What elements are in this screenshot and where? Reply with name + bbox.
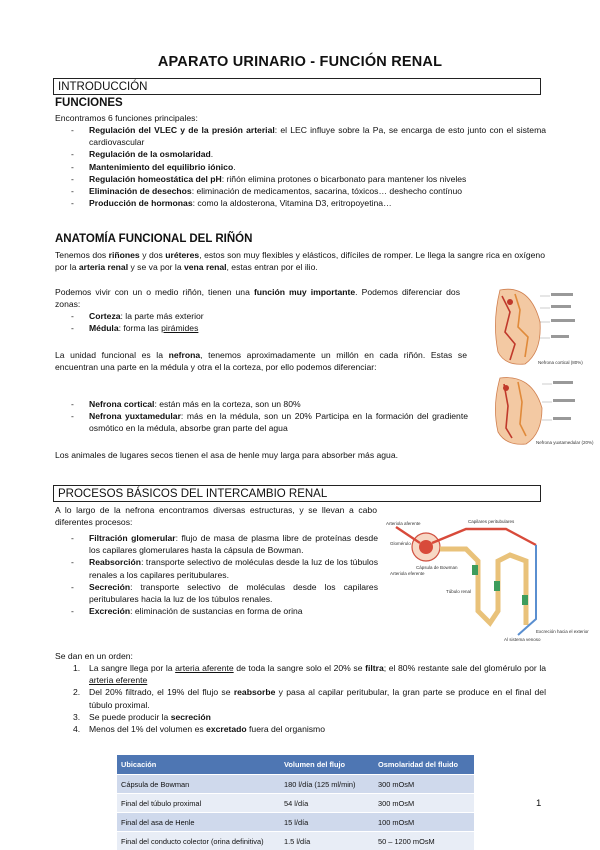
list-item: 3. Se puede producir la secreción — [73, 711, 546, 723]
intro-lead: Encontramos 6 funciones principales: — [55, 112, 545, 124]
list-item: - Filtración glomerular: flujo de masa de plasma libre de proteínas desde los capilares glomerulares hasta la cápsula de Bowman. — [68, 532, 378, 556]
figure-caption: Nefrona cortical (80%) — [538, 360, 583, 365]
heading-anatomia: ANATOMÍA FUNCIONAL DEL RIÑÓN — [55, 233, 252, 245]
figure-caption: Nefrona yuxtamedular (20%) — [536, 440, 594, 445]
diagram-label: Excreción hacia el exterior — [536, 629, 589, 634]
table-cell: 50 – 1200 mOsM — [374, 832, 474, 850]
anatomy-paragraph-1: Tenemos dos riñones y dos uréteres, estos son muy flexibles y elásticos, difíciles de romper. Le llega la sangre rica en oxígeno por la arteria renal y se va por la vena renal, estas entran por el ilio. — [55, 249, 545, 273]
page-title: APARATO URINARIO - FUNCIÓN RENAL — [0, 54, 600, 70]
list-item: - Nefrona yuxtamedular: más en la médula, son un 20% Participa en la formación del gradiente osmótico en la médula, absorbe gran parte del agua — [68, 410, 468, 434]
table-cell: Cápsula de Bowman — [117, 775, 280, 794]
anatomy-paragraph-2: Podemos vivir con un o medio riñón, tienen una función muy importante. Podemos diferenciar dos zonas: — [55, 286, 460, 310]
anatomy-paragraph-3: La unidad funcional es la nefrona, tenemos aproximadamente un millón en cada riñón. Estas se encuentran una parte en la médula y otra el la corteza, por ello podemos diferenciar: — [55, 349, 467, 373]
table-row — [117, 832, 474, 850]
juxtamedullary-nephron-figure — [470, 372, 582, 448]
order-lead: Se dan en un orden: — [55, 650, 545, 662]
list-item: - Regulación homeostática del pH: riñón elimina protones o bicarbonato para mantener los niveles — [68, 173, 546, 185]
table-row — [117, 775, 474, 794]
diagram-label: Arteriola aferente — [386, 521, 421, 526]
diagram-label: Glomérulo — [390, 541, 411, 546]
list-item: - Mantenimiento del equilibrio iónico. — [68, 161, 546, 173]
anatomy-paragraph-4: Los animales de lugares secos tienen el asa de henle muy larga para absorber más agua. — [55, 449, 545, 461]
table-cell: 180 l/día (125 ml/min) — [280, 775, 374, 794]
table-cell: 300 mOsM — [374, 775, 474, 794]
table-cell: 15 l/día — [280, 813, 374, 832]
cortical-nephron-figure — [470, 282, 582, 368]
diagram-label: Túbulo renal — [446, 589, 471, 594]
table-row — [117, 813, 474, 832]
list-item: 4. Menos del 1% del volumen es excretado fuera del organismo — [73, 723, 546, 735]
table-header-cell: Ubicación — [117, 755, 280, 775]
zones-list — [68, 310, 463, 334]
table-cell: 300 mOsM — [374, 794, 474, 813]
list-item: - Secreción: transporte selectivo de moléculas desde los capilares peritubulares hacia la luz de los túbulos renales. — [68, 581, 378, 605]
list-item: 1. La sangre llega por la arteria aferente de toda la sangre solo el 20% se filtra; el 80% restante sale del glomérulo por la arteria eferente — [73, 662, 546, 686]
list-item: - Eliminación de desechos: eliminación de medicamentos, sacarina, tóxicos… deshecho contínuo — [68, 185, 546, 197]
table-row — [117, 794, 474, 813]
processes-lead: A lo largo de la nefrona encontramos diversas estructuras, y se llevan a cabo diferentes procesos: — [55, 504, 377, 528]
diagram-label: Cápsula de Bowman — [416, 565, 458, 570]
list-item: - Médula: forma las pirámides — [68, 322, 463, 334]
table-cell: Final del asa de Henle — [117, 813, 280, 832]
table-cell: 100 mOsM — [374, 813, 474, 832]
table-header-cell: Osmolaridad del fluido — [374, 755, 474, 775]
list-item: - Regulación de la osmolaridad. — [68, 148, 546, 160]
diagram-label: Capilares peritubulares — [468, 519, 515, 524]
section-processes-header: PROCESOS BÁSICOS DEL INTERCAMBIO RENAL — [53, 485, 541, 502]
order-list — [73, 662, 546, 735]
list-item: - Regulación del VLEC y de la presión arterial: el LEC influye sobre la Pa, se encarga de esto junto con el sistema cardiovascular — [68, 124, 546, 148]
nephron-types-list — [68, 398, 468, 435]
heading-funciones: FUNCIONES — [55, 97, 123, 109]
list-item: - Producción de hormonas: como la aldosterona, Vitamina D3, eritropoyetina… — [68, 197, 546, 209]
list-item: - Nefrona cortical: están más en la corteza, son un 80% — [68, 398, 468, 410]
table-cell: 1.5 l/día — [280, 832, 374, 850]
flow-table — [117, 755, 474, 850]
table-cell: Final del conducto colector (orina definitiva) — [117, 832, 280, 850]
processes-list — [68, 532, 378, 617]
table-cell: Final del túbulo proximal — [117, 794, 280, 813]
table-header-row — [117, 755, 474, 775]
functions-list — [68, 124, 546, 209]
page-number: 1 — [536, 798, 541, 809]
table-header-cell: Volumen del flujo — [280, 755, 374, 775]
list-item: - Corteza: la parte más exterior — [68, 310, 463, 322]
table-cell: 54 l/día — [280, 794, 374, 813]
section-intro-header: INTRODUCCIÓN — [53, 78, 541, 95]
diagram-label: Al sistema venoso — [504, 637, 541, 642]
list-item: 2. Del 20% filtrado, el 19% del flujo se reabsorbe y pasa al capilar peritubular, la gran parte se produce en el final del túbulo proximal. — [73, 686, 546, 710]
diagram-label: Arteriola eferente — [390, 571, 425, 576]
list-item: - Reabsorción: transporte selectivo de moléculas desde la luz de los túbulos renales a los capilares peritubulares. — [68, 556, 378, 580]
list-item: - Excreción: eliminación de sustancias en forma de orina — [68, 605, 378, 617]
renal-exchange-diagram — [386, 515, 546, 643]
